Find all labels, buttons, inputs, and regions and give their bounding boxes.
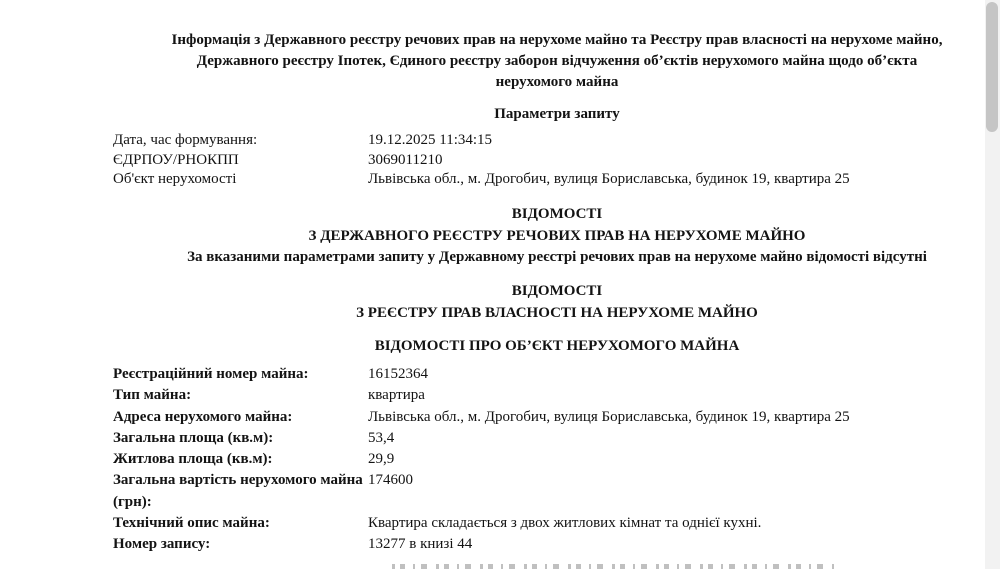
state-register-no-records-note: За вказаними параметрами запиту у Державному реєстрі речових прав на нерухоме майно відомості відсутні bbox=[187, 249, 927, 265]
object-info-heading: ВІДОМОСТІ ПРО ОБ’ЄКТ НЕРУХОМОГО МАЙНА bbox=[374, 338, 740, 354]
param-value-edrpou-rnokpp: 3069011210 bbox=[368, 151, 443, 168]
object-label-property-type: Тип майна: bbox=[113, 387, 192, 404]
ownership-register-heading-line-1: ВІДОМОСТІ bbox=[511, 283, 603, 299]
state-register-section-heading bbox=[113, 204, 1000, 269]
vertical-scrollbar-thumb[interactable] bbox=[986, 2, 998, 132]
document-title-line-2: Державного реєстру Іпотек, Єдиного реєстру заборон відчуження об’єктів нерухомого майна щодо об’єкта bbox=[196, 53, 918, 69]
object-value-living-area: 29,9 bbox=[368, 451, 395, 468]
object-label-living-area: Житлова площа (кв.м): bbox=[113, 451, 273, 468]
document-title-line-1: Інформація з Державного реєстру речових прав на нерухоме майно та Реєстру прав власності на нерухоме майно, bbox=[171, 32, 943, 48]
object-value-registration-number: 16152364 bbox=[368, 366, 428, 382]
vertical-scrollbar-track[interactable] bbox=[985, 0, 1000, 569]
object-value-total-value: 174600 bbox=[368, 472, 413, 489]
param-label-formation-datetime: Дата, час формування: bbox=[113, 132, 258, 148]
object-label-total-area: Загальна площа (кв.м): bbox=[113, 429, 274, 446]
query-params-table bbox=[113, 131, 1000, 190]
object-label-address: Адреса нерухомого майна: bbox=[113, 408, 293, 425]
state-register-heading-line-1: ВІДОМОСТІ bbox=[511, 206, 603, 222]
object-value-total-area: 53,4 bbox=[368, 429, 395, 446]
state-register-heading-line-2: З ДЕРЖАВНОГО РЕЄСТРУ РЕЧОВИХ ПРАВ НА НЕРУХОМЕ МАЙНО bbox=[308, 227, 806, 244]
object-label-record-number: Номер запису: bbox=[113, 536, 211, 553]
object-value-record-number: 13277 в книзі 44 bbox=[368, 536, 473, 553]
cutoff-next-section-text bbox=[392, 564, 834, 569]
document-title-line-3: нерухомого майна bbox=[495, 74, 619, 90]
ownership-register-heading-line-2: З РЕЄСТРУ ПРАВ ВЛАСНОСТІ НА НЕРУХОМЕ МАЙНО bbox=[356, 305, 758, 321]
document-title bbox=[113, 30, 1000, 93]
object-value-technical-description: Квартира складається з двох житлових кімнат та однієї кухні. bbox=[368, 515, 762, 532]
object-value-property-type: квартира bbox=[368, 387, 425, 404]
object-label-registration-number: Реєстраційний номер майна: bbox=[113, 366, 309, 382]
param-label-edrpou-rnokpp: ЄДРПОУ/РНОКПП bbox=[113, 151, 239, 168]
object-label-total-value: Загальна вартість нерухомого майна (грн): bbox=[113, 472, 363, 510]
object-info-table bbox=[113, 364, 1000, 556]
param-label-property-object: Об'єкт нерухомості bbox=[113, 171, 237, 187]
object-value-address: Львівська обл., м. Дрогобич, вулиця Бориславська, будинок 19, квартира 25 bbox=[368, 408, 850, 425]
ownership-register-section-heading bbox=[113, 280, 1000, 324]
query-params-heading: Параметри запиту bbox=[494, 106, 620, 122]
param-value-property-object: Львівська обл., м. Дрогобич, вулиця Бориславська, будинок 19, квартира 25 bbox=[368, 171, 850, 187]
object-label-technical-description: Технічний опис майна: bbox=[113, 515, 270, 532]
param-value-formation-datetime: 19.12.2025 11:34:15 bbox=[368, 132, 493, 148]
